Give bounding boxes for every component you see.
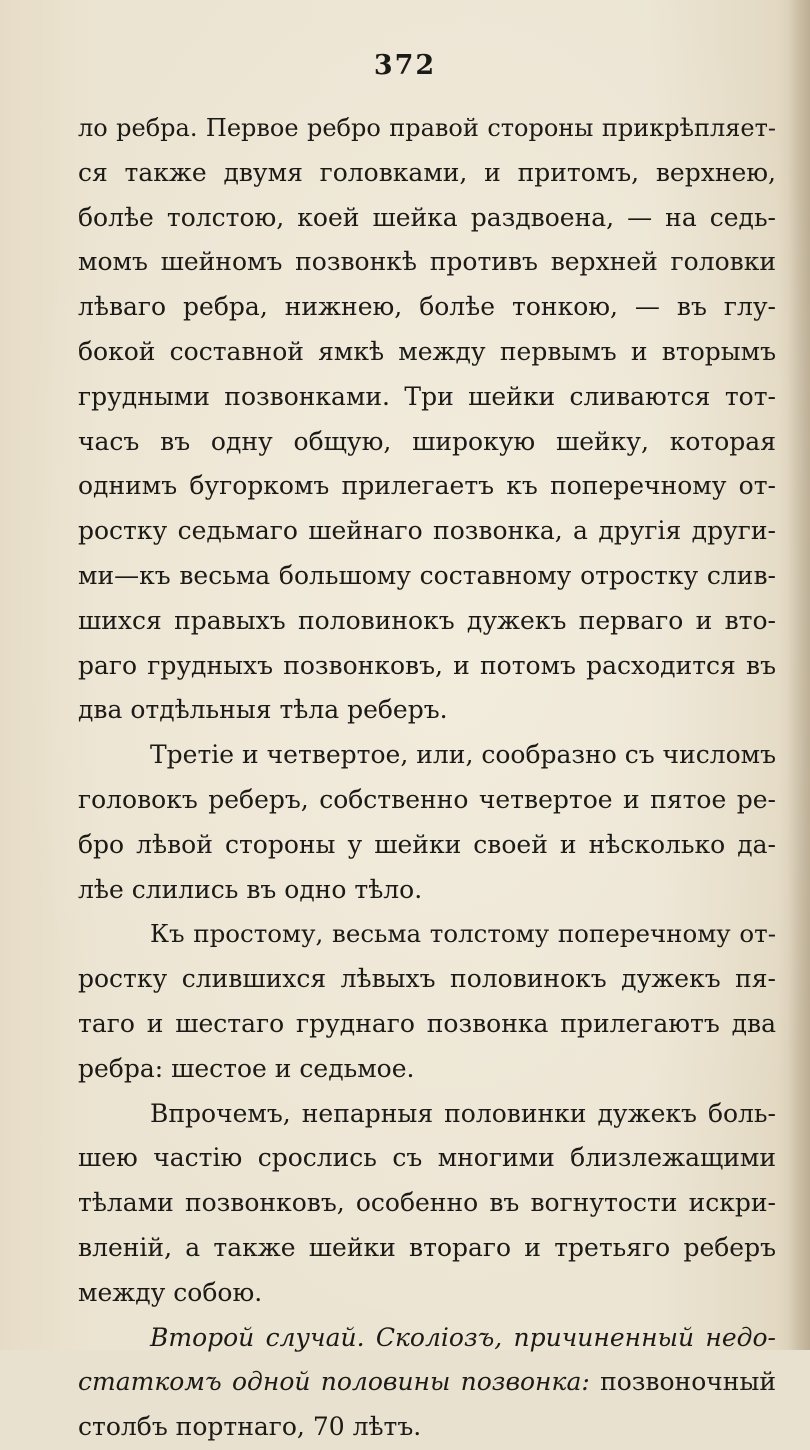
text-line: вленій, а также шейки втораго и третьяго реберъ [78, 1232, 776, 1262]
text-line: шихся правыхъ половинокъ дужекъ перваго и вто- [78, 605, 776, 635]
page-number: 372 [373, 50, 437, 81]
text-line: раго грудныхъ позвонковъ, и потомъ расходится въ [78, 650, 776, 680]
case-heading-continued: статкомъ одной половины позвонка: [78, 1367, 590, 1397]
text-line: ся также двумя головками, и притомъ, верхнею, [78, 157, 776, 187]
page-edge-shadow [788, 0, 810, 1350]
text-line: грудными позвонками. Три шейки сливаются тот- [78, 381, 776, 411]
text-line: однимъ бугоркомъ прилегаетъ къ поперечному от- [78, 471, 776, 501]
text-line: болѣе толстою, коей шейка раздвоена, — на седь- [78, 202, 776, 232]
text-line: лѣваго ребра, нижнею, болѣе тонкою, — въ глу- [78, 292, 776, 322]
text-line: лѣе слились въ одно тѣло. [78, 874, 423, 904]
text-line: ло ребра. Первое ребро правой стороны прикрѣпляет- [78, 114, 776, 142]
text-line: таго и шестаго груднаго позвонка прилегаютъ два [78, 1008, 776, 1038]
paragraph-start-line: Третіе и четвертое, или, сообразно съ числомъ [150, 740, 777, 770]
text-line: головокъ реберъ, собственно четвертое и пятое ре- [78, 784, 776, 814]
text-line: ми—къ весьма большому составному отростку слив- [78, 560, 776, 590]
case-heading-line: Второй случай. Сколіозъ, причиненный недо- [150, 1322, 776, 1352]
body-text [78, 106, 776, 1450]
paragraph-start-line: Къ простому, весьма толстому поперечному от- [150, 919, 776, 949]
text-line: бро лѣвой стороны у шейки своей и нѣсколько да- [78, 829, 776, 859]
text-line: между собою. [78, 1277, 263, 1307]
text-line: два отдѣльныя тѣла реберъ. [78, 695, 448, 725]
text-line: часъ въ одну общую, широкую шейку, которая [78, 426, 776, 456]
text-line: момъ шейномъ позвонкѣ противъ верхней головки [78, 247, 776, 277]
text-line: ребра: шестое и седьмое. [78, 1053, 415, 1083]
text-line: тѣлами позвонковъ, особенно въ вогнутости искри- [78, 1188, 776, 1218]
text-line: шею частію срослись съ многими близлежащими [78, 1143, 776, 1173]
text-line: ростку седьмаго шейнаго позвонка, а другія други- [78, 516, 776, 546]
text-line: столбъ портнаго, 70 лѣтъ. [78, 1412, 422, 1442]
text-line: ростку слившихся лѣвыхъ половинокъ дужекъ пя- [78, 964, 776, 994]
paragraph-start-line: Впрочемъ, непарныя половинки дужекъ боль- [150, 1098, 776, 1128]
text-line [78, 1360, 776, 1405]
text-run: позвоночный [589, 1367, 777, 1397]
text-line: бокой составной ямкѣ между первымъ и вторымъ [78, 336, 776, 366]
